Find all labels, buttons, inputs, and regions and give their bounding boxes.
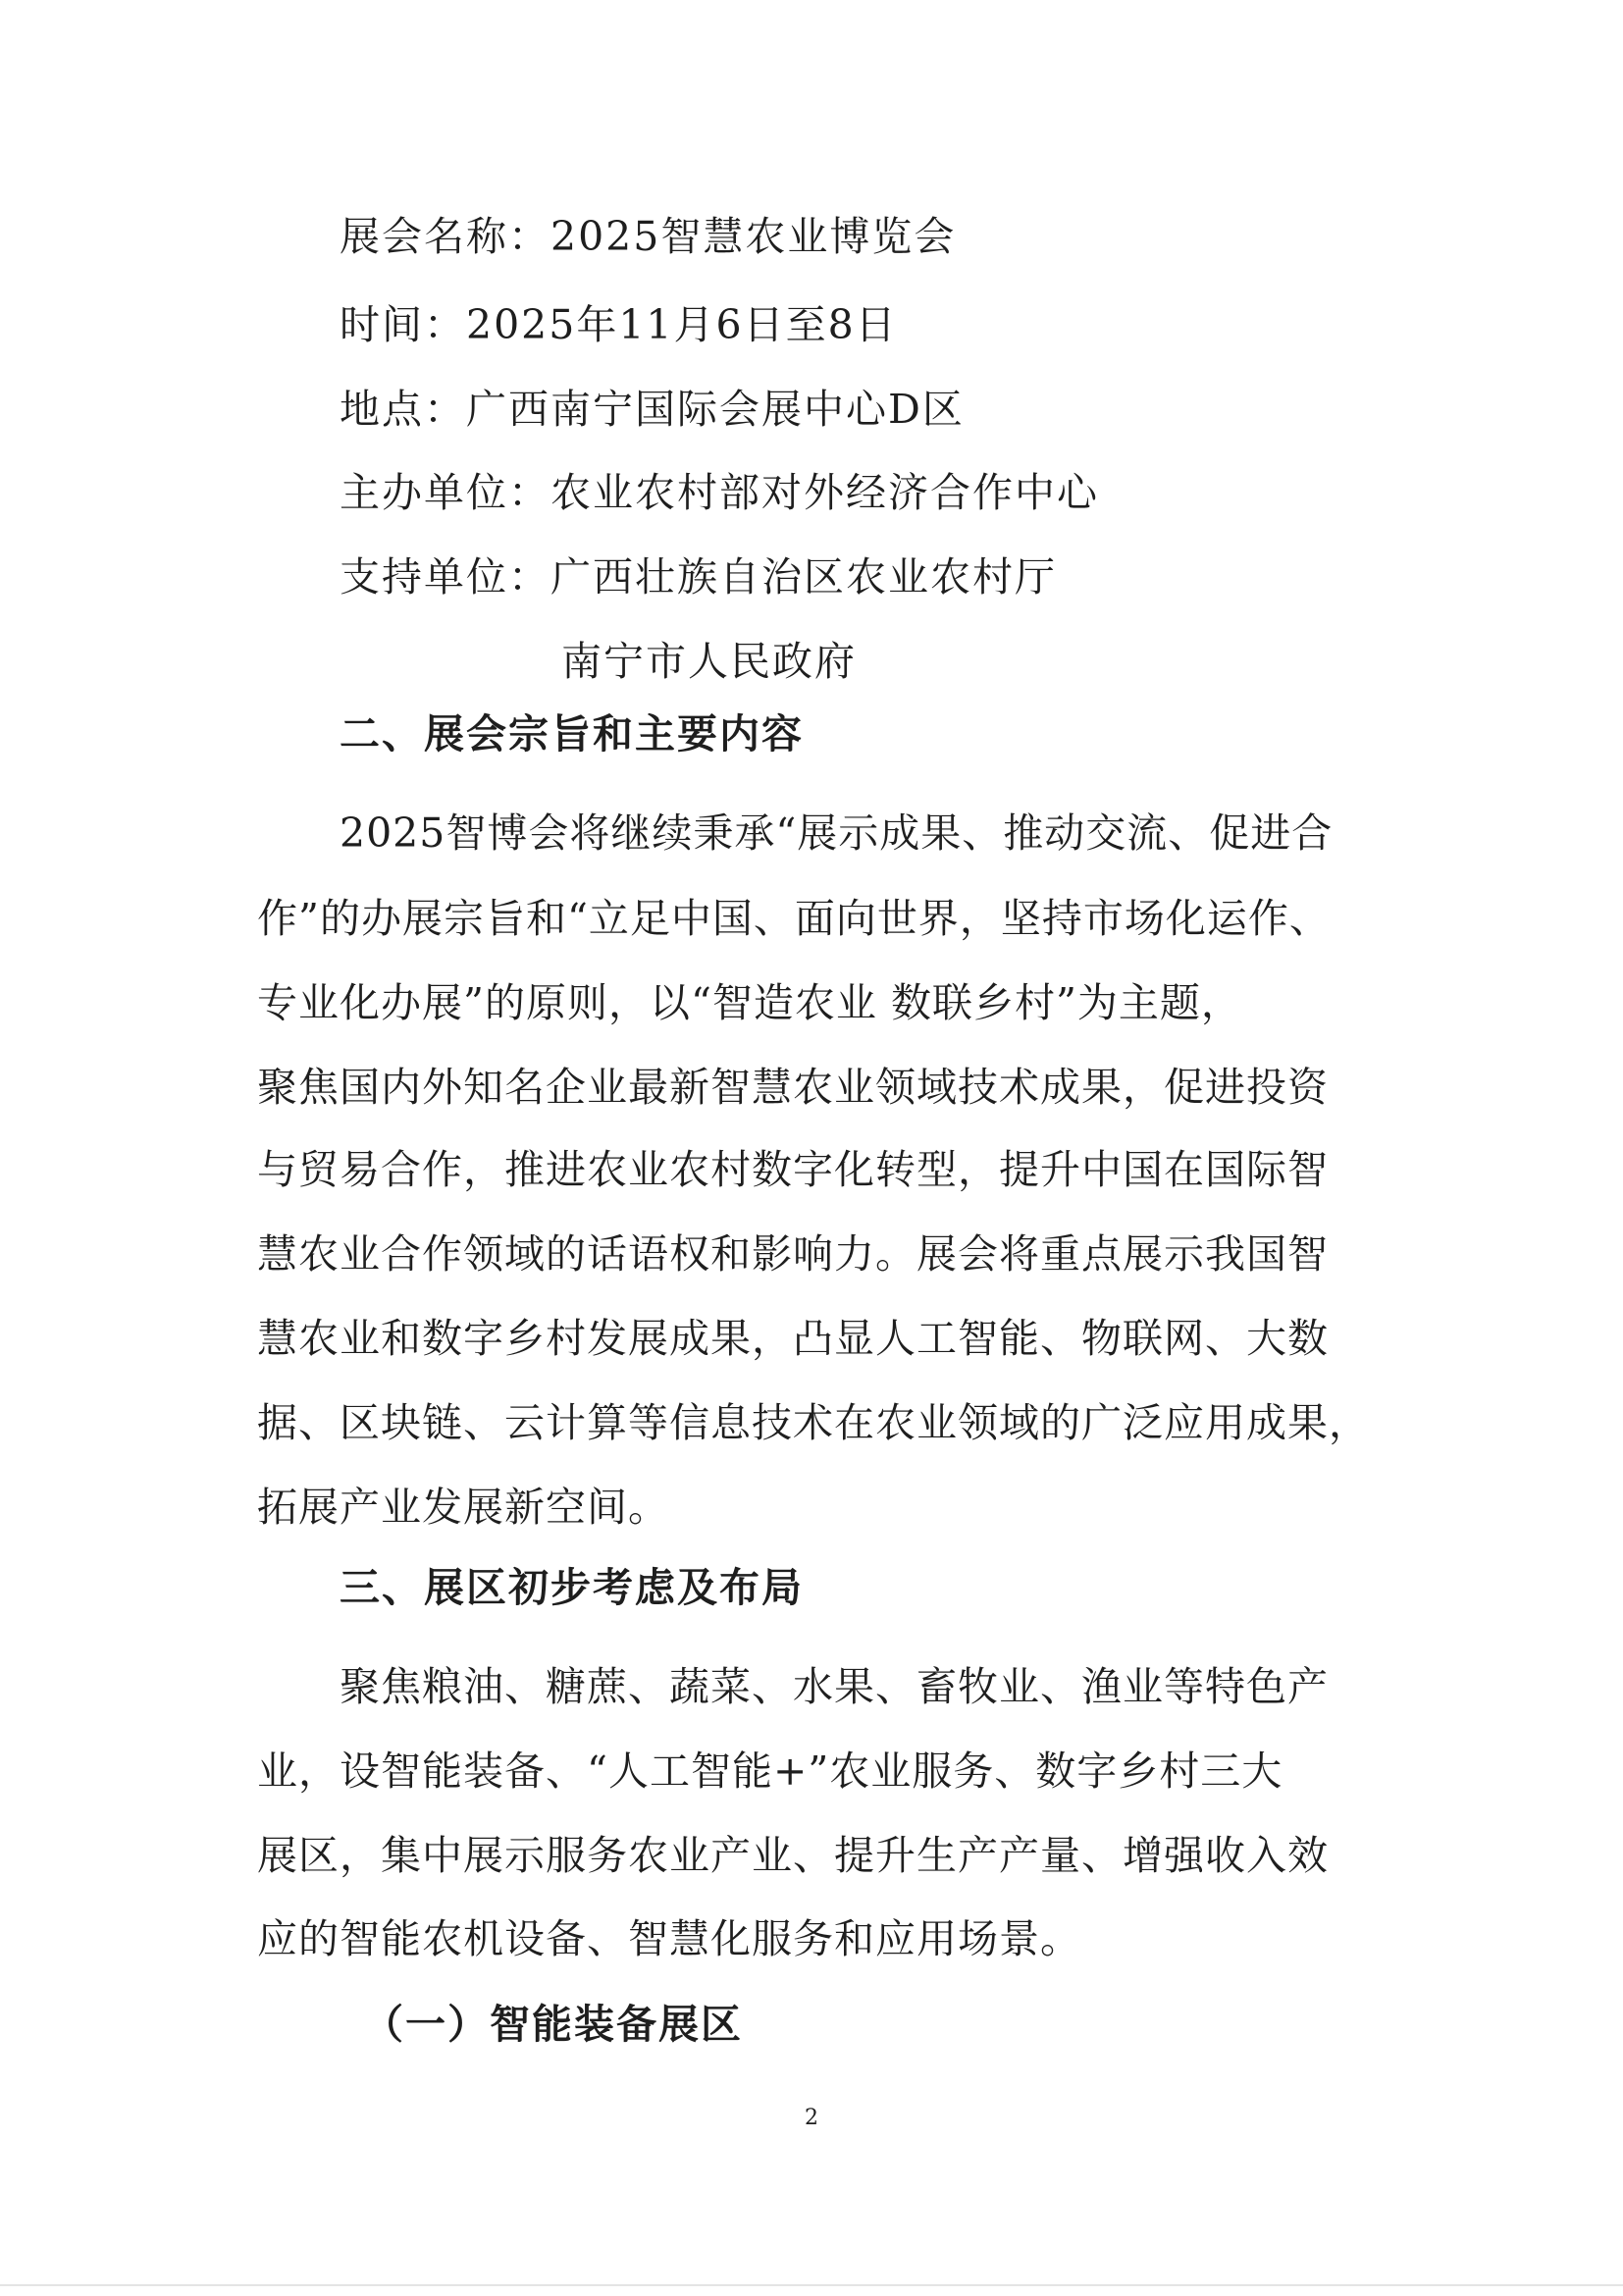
- section-heading-2: 二、展会宗旨和主要内容: [340, 710, 804, 757]
- exhibition-location: 地点：广西南宁国际会展中心D区: [340, 386, 965, 433]
- section-heading-3: 三、展区初步考虑及布局: [340, 1564, 804, 1611]
- sub-heading-smart-equipment: （一）智能装备展区: [363, 2001, 743, 2048]
- page-number: 2: [805, 2106, 818, 2130]
- paragraph-line: 专业化办展”的原则，以“智造农业 数联乡村”为主题，: [257, 979, 1242, 1026]
- exhibition-time: 时间：2025年11月6日至8日: [340, 301, 898, 348]
- exhibition-name: 展会名称：2025智慧农业博览会: [340, 213, 957, 260]
- paragraph-line: 慧农业合作领域的话语权和影响力。展会将重点展示我国智: [257, 1230, 1329, 1278]
- paragraph-line: 业，设智能装备、“人工智能+”农业服务、数字乡村三大: [257, 1748, 1283, 1795]
- paragraph-line: 展区，集中展示服务农业产业、提升生产产量、增强收入效: [257, 1832, 1329, 1879]
- paragraph-line: 拓展产业发展新空间。: [257, 1484, 669, 1531]
- paragraph-line: 据、区块链、云计算等信息技术在农业领域的广泛应用成果，: [257, 1399, 1370, 1446]
- paragraph-line: 作”的办展宗旨和“立足中国、面向世界，坚持市场化运作、: [257, 895, 1331, 942]
- exhibition-supporter-1: 支持单位：广西壮族自治区农业农村厅: [340, 553, 1057, 600]
- exhibition-organizer: 主办单位：农业农村部对外经济合作中心: [340, 469, 1099, 516]
- exhibition-supporter-2: 南宁市人民政府: [561, 638, 857, 685]
- paragraph-line: 2025智博会将继续秉承“展示成果、推动交流、促进合: [340, 809, 1334, 857]
- paragraph-line: 与贸易合作，推进农业农村数字化转型，提升中国在国际智: [257, 1146, 1329, 1193]
- paragraph-line: 应的智能农机设备、智慧化服务和应用场景。: [257, 1915, 1081, 1962]
- paragraph-line: 慧农业和数字乡村发展成果，凸显人工智能、物联网、大数: [257, 1315, 1329, 1362]
- paragraph-line: 聚焦国内外知名企业最新智慧农业领域技术成果，促进投资: [257, 1064, 1329, 1111]
- scan-edge-divider: [0, 2284, 1623, 2286]
- paragraph-line: 聚焦粮油、糖蔗、蔬菜、水果、畜牧业、渔业等特色产: [340, 1663, 1329, 1710]
